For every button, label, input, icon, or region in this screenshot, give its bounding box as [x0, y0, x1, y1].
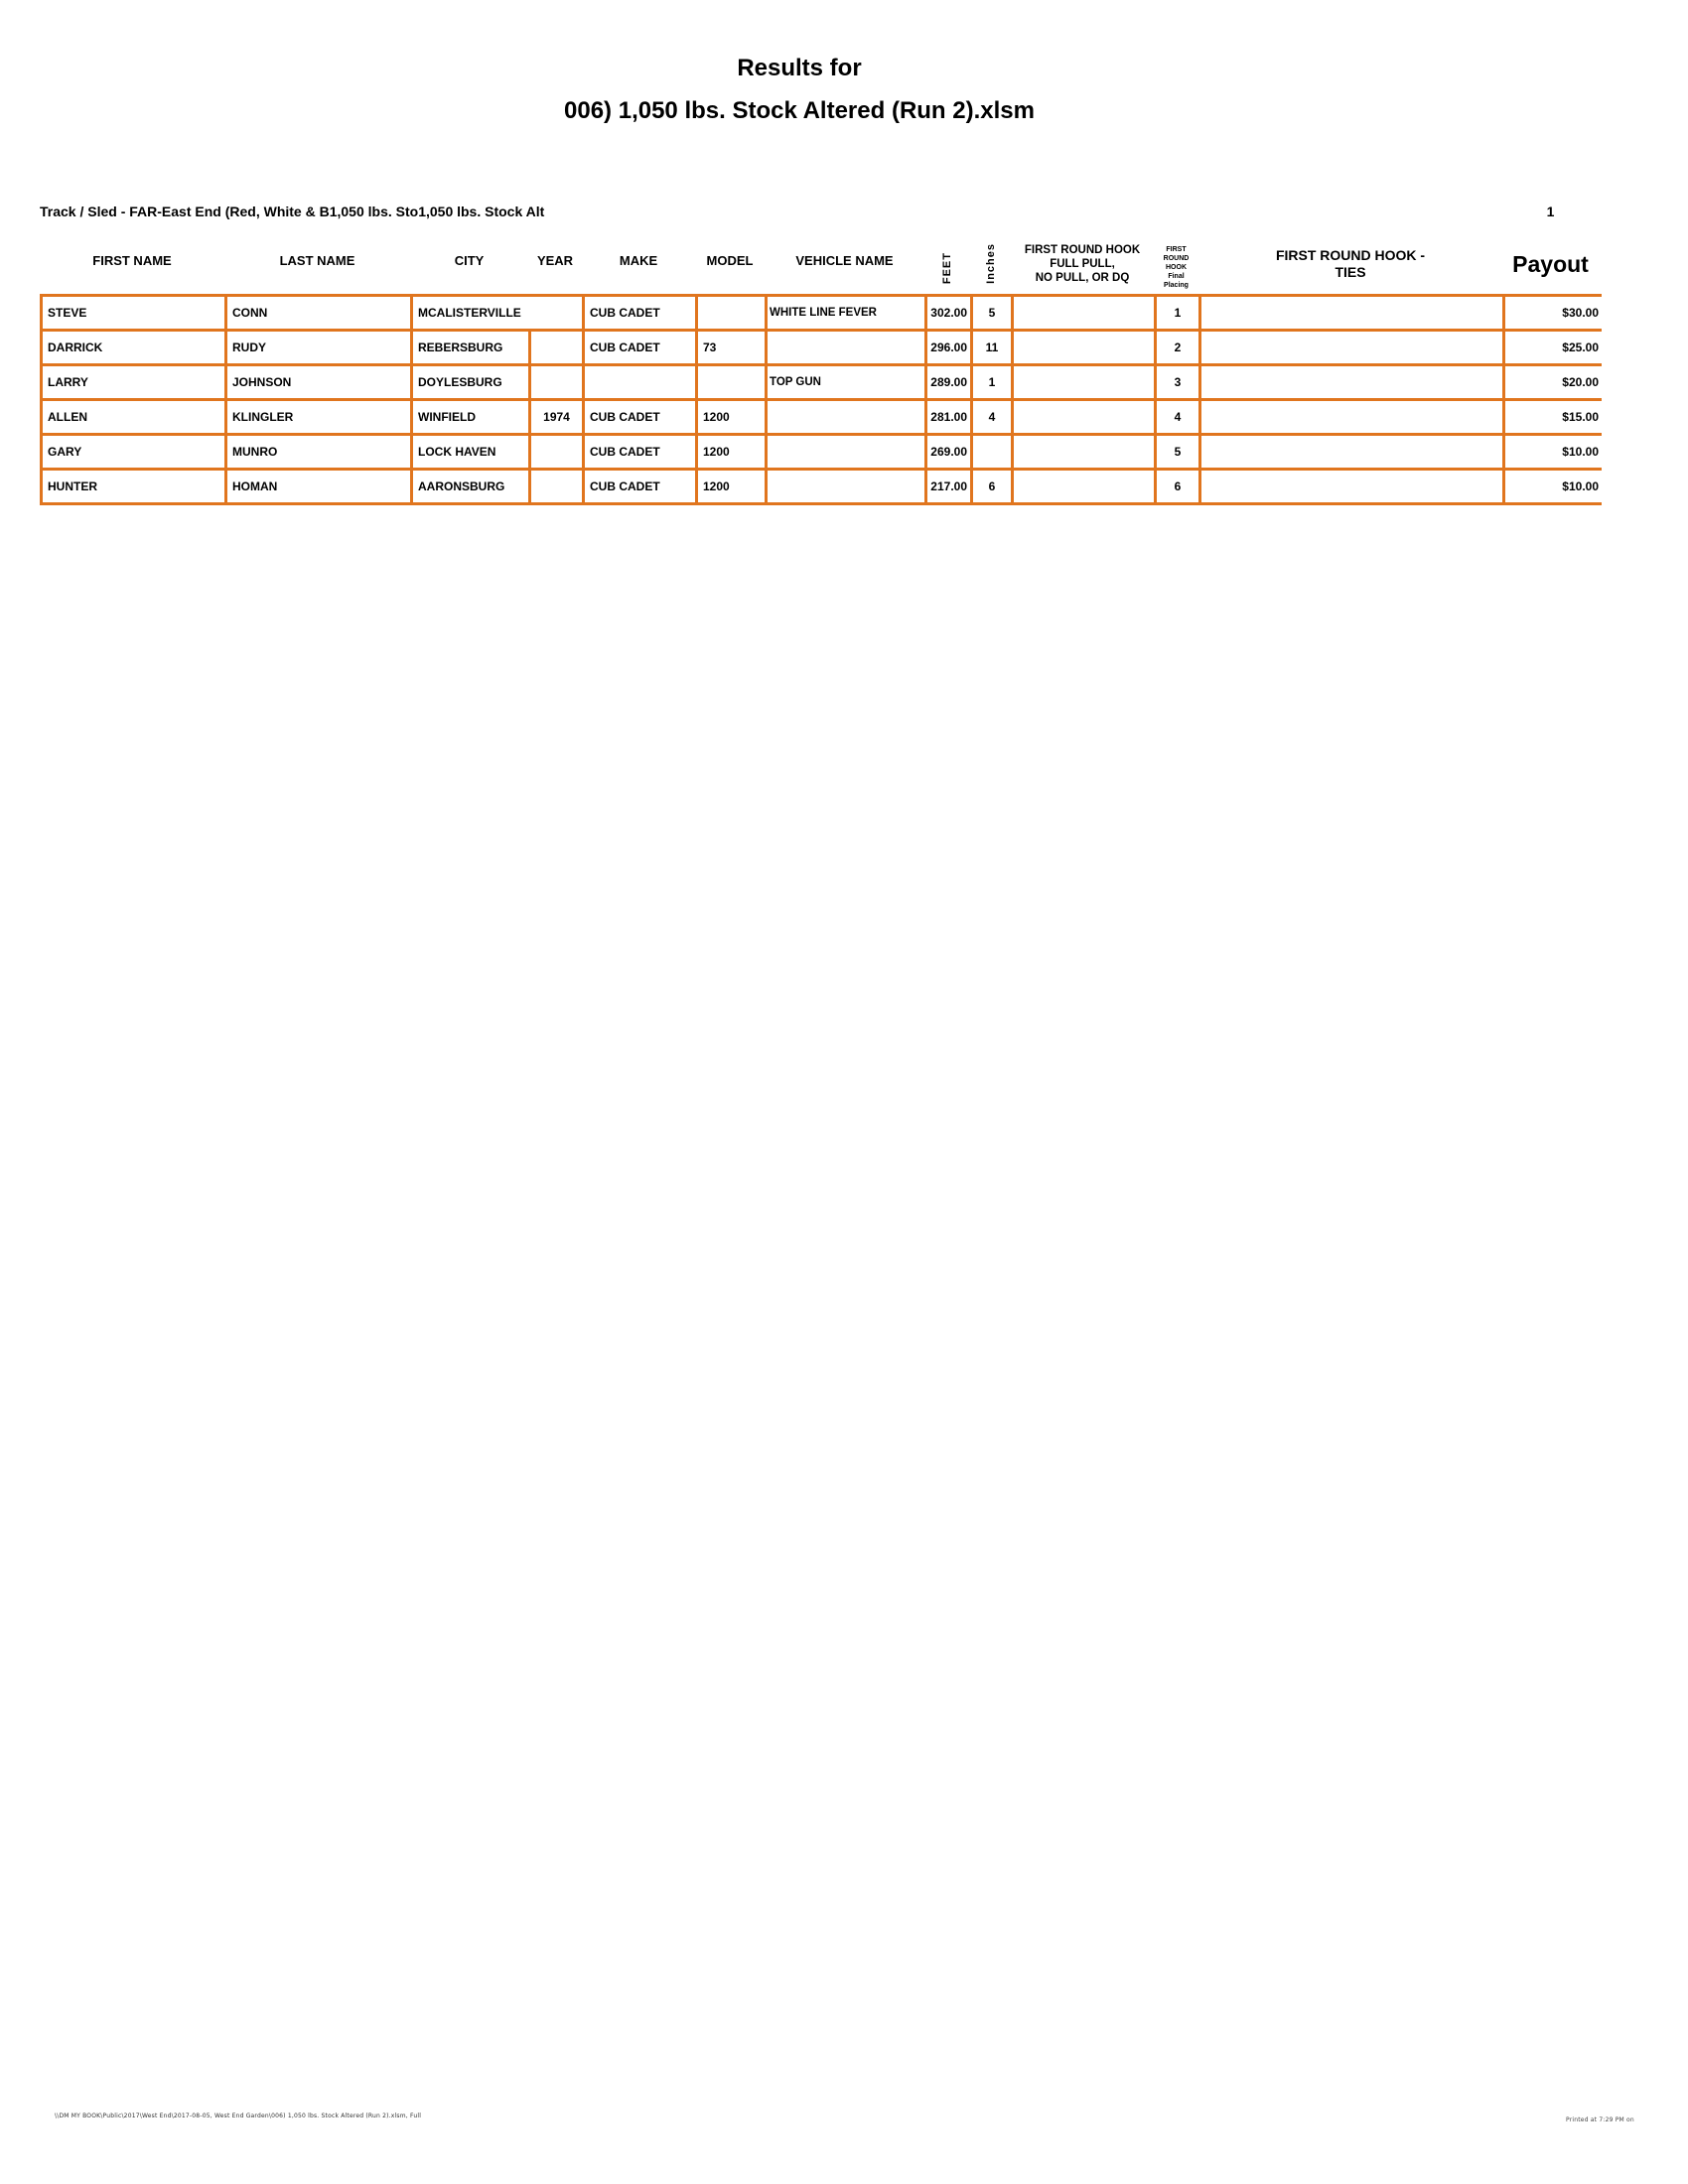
- column-header-first-name: FIRST NAME: [92, 253, 172, 268]
- ties-header-line1: FIRST ROUND HOOK -: [1275, 247, 1426, 263]
- cell-payout: $30.00: [1505, 297, 1602, 332]
- cell-vehicle-name: [768, 471, 927, 505]
- track-sled-label: Track / Sled - FAR-East End (Red, White & B1,050 lbs. Sto1,050 lbs. Stock Alt: [40, 204, 545, 219]
- cell-feet: 289.00: [927, 366, 973, 401]
- cell-vehicle-name: [768, 401, 927, 436]
- cell-year: [531, 436, 585, 471]
- cell-first-name: HUNTER: [43, 471, 227, 505]
- cell-inches: 1: [973, 366, 1014, 401]
- hook-header-line3: NO PULL, OR DQ: [1035, 272, 1130, 284]
- column-header-last-name: LAST NAME: [279, 253, 355, 268]
- cell-model: [698, 297, 768, 332]
- cell-first-name: DARRICK: [43, 332, 227, 366]
- cell-payout: $15.00: [1505, 401, 1602, 436]
- cell-last-name: MUNRO: [227, 436, 413, 471]
- cell-ties: [1201, 401, 1505, 436]
- cell-year: [531, 471, 585, 505]
- cell-inches: 6: [973, 471, 1014, 505]
- table-header-row: [40, 220, 1599, 294]
- cell-model: 1200: [698, 471, 768, 505]
- cell-feet: 281.00: [927, 401, 973, 436]
- cell-inches: [973, 436, 1014, 471]
- report-title: Results for: [737, 55, 862, 81]
- meta-row: [40, 204, 1599, 219]
- footer-file-path: \\DM MY BOOK\Public\2017\West End\2017-08-05, West End Garden\006) 1,050 lbs. Stock Altered (Run 2).xlsm, Full: [55, 2113, 422, 2119]
- hook-header-line2: FULL PULL,: [1050, 258, 1115, 270]
- column-header-ties: [1198, 220, 1502, 294]
- placing-header-line5: Placing: [1164, 282, 1189, 289]
- cell-vehicle-name: WHITE LINE FEVER: [768, 297, 927, 332]
- cell-make: CUB CADET: [585, 332, 698, 366]
- cell-city: MCALISTERVILLE: [413, 297, 585, 332]
- cell-year: [531, 332, 585, 366]
- cell-model: 1200: [698, 401, 768, 436]
- cell-feet: 302.00: [927, 297, 973, 332]
- cell-placing: 4: [1157, 401, 1201, 436]
- cell-year: 1974: [531, 401, 585, 436]
- cell-last-name: JOHNSON: [227, 366, 413, 401]
- cell-make: [585, 366, 698, 401]
- feet-label: FEET: [941, 251, 953, 284]
- cell-payout: $25.00: [1505, 332, 1602, 366]
- cell-city: AARONSBURG: [413, 471, 531, 505]
- column-header-make: MAKE: [619, 253, 658, 268]
- cell-city: WINFIELD: [413, 401, 531, 436]
- cell-first-round-hook: [1014, 366, 1157, 401]
- cell-placing: 1: [1157, 297, 1201, 332]
- column-header-payout: Payout: [1512, 251, 1589, 277]
- cell-placing: 2: [1157, 332, 1201, 366]
- cell-last-name: KLINGLER: [227, 401, 413, 436]
- footer-printed-at: Printed at 7:29 PM on: [1566, 2116, 1634, 2123]
- cell-inches: 5: [973, 297, 1014, 332]
- cell-year: [531, 366, 585, 401]
- cell-placing: 6: [1157, 471, 1201, 505]
- cell-city: LOCK HAVEN: [413, 436, 531, 471]
- cell-first-round-hook: [1014, 297, 1157, 332]
- placing-header-line2: ROUND: [1163, 255, 1190, 262]
- cell-feet: 217.00: [927, 471, 973, 505]
- cell-ties: [1201, 436, 1505, 471]
- cell-first-name: STEVE: [43, 297, 227, 332]
- page-number: 1: [1546, 204, 1555, 219]
- hook-header-line1: FIRST ROUND HOOK: [1024, 244, 1141, 256]
- cell-first-name: LARRY: [43, 366, 227, 401]
- cell-ties: [1201, 332, 1505, 366]
- cell-city: REBERSBURG: [413, 332, 531, 366]
- cell-ties: [1201, 366, 1505, 401]
- cell-model: 73: [698, 332, 768, 366]
- inches-label: Inches: [984, 243, 997, 284]
- cell-first-round-hook: [1014, 471, 1157, 505]
- cell-make: CUB CADET: [585, 401, 698, 436]
- cell-first-name: GARY: [43, 436, 227, 471]
- cell-payout: $20.00: [1505, 366, 1602, 401]
- placing-header-line1: FIRST: [1166, 246, 1187, 253]
- cell-last-name: HOMAN: [227, 471, 413, 505]
- cell-make: CUB CADET: [585, 471, 698, 505]
- cell-vehicle-name: [768, 436, 927, 471]
- cell-payout: $10.00: [1505, 436, 1602, 471]
- cell-ties: [1201, 297, 1505, 332]
- cell-first-name: ALLEN: [43, 401, 227, 436]
- cell-model: [698, 366, 768, 401]
- cell-last-name: CONN: [227, 297, 413, 332]
- cell-placing: 5: [1157, 436, 1201, 471]
- cell-last-name: RUDY: [227, 332, 413, 366]
- cell-inches: 11: [973, 332, 1014, 366]
- cell-feet: 269.00: [927, 436, 973, 471]
- cell-first-round-hook: [1014, 332, 1157, 366]
- column-header-vehicle-name: VEHICLE NAME: [795, 253, 894, 268]
- cell-ties: [1201, 471, 1505, 505]
- column-header-model: MODEL: [706, 253, 754, 268]
- cell-city: DOYLESBURG: [413, 366, 531, 401]
- ties-header-line2: TIES: [1335, 264, 1366, 280]
- placing-header-line4: Final: [1168, 273, 1185, 280]
- cell-first-round-hook: [1014, 436, 1157, 471]
- cell-make: CUB CADET: [585, 436, 698, 471]
- report-filename: 006) 1,050 lbs. Stock Altered (Run 2).xlsm: [564, 97, 1035, 124]
- column-header-year: YEAR: [536, 253, 574, 268]
- cell-first-round-hook: [1014, 401, 1157, 436]
- cell-placing: 3: [1157, 366, 1201, 401]
- cell-make: CUB CADET: [585, 297, 698, 332]
- column-header-first-round-hook: [1011, 220, 1154, 294]
- results-table: [40, 294, 1602, 505]
- column-header-city: CITY: [454, 253, 485, 268]
- cell-feet: 296.00: [927, 332, 973, 366]
- cell-vehicle-name: TOP GUN: [768, 366, 927, 401]
- cell-inches: 4: [973, 401, 1014, 436]
- column-header-final-placing: [1154, 220, 1198, 294]
- cell-vehicle-name: [768, 332, 927, 366]
- cell-payout: $10.00: [1505, 471, 1602, 505]
- placing-header-line3: HOOK: [1166, 264, 1187, 271]
- column-header-feet: [924, 220, 970, 294]
- column-header-inches: [970, 220, 1011, 294]
- cell-model: 1200: [698, 436, 768, 471]
